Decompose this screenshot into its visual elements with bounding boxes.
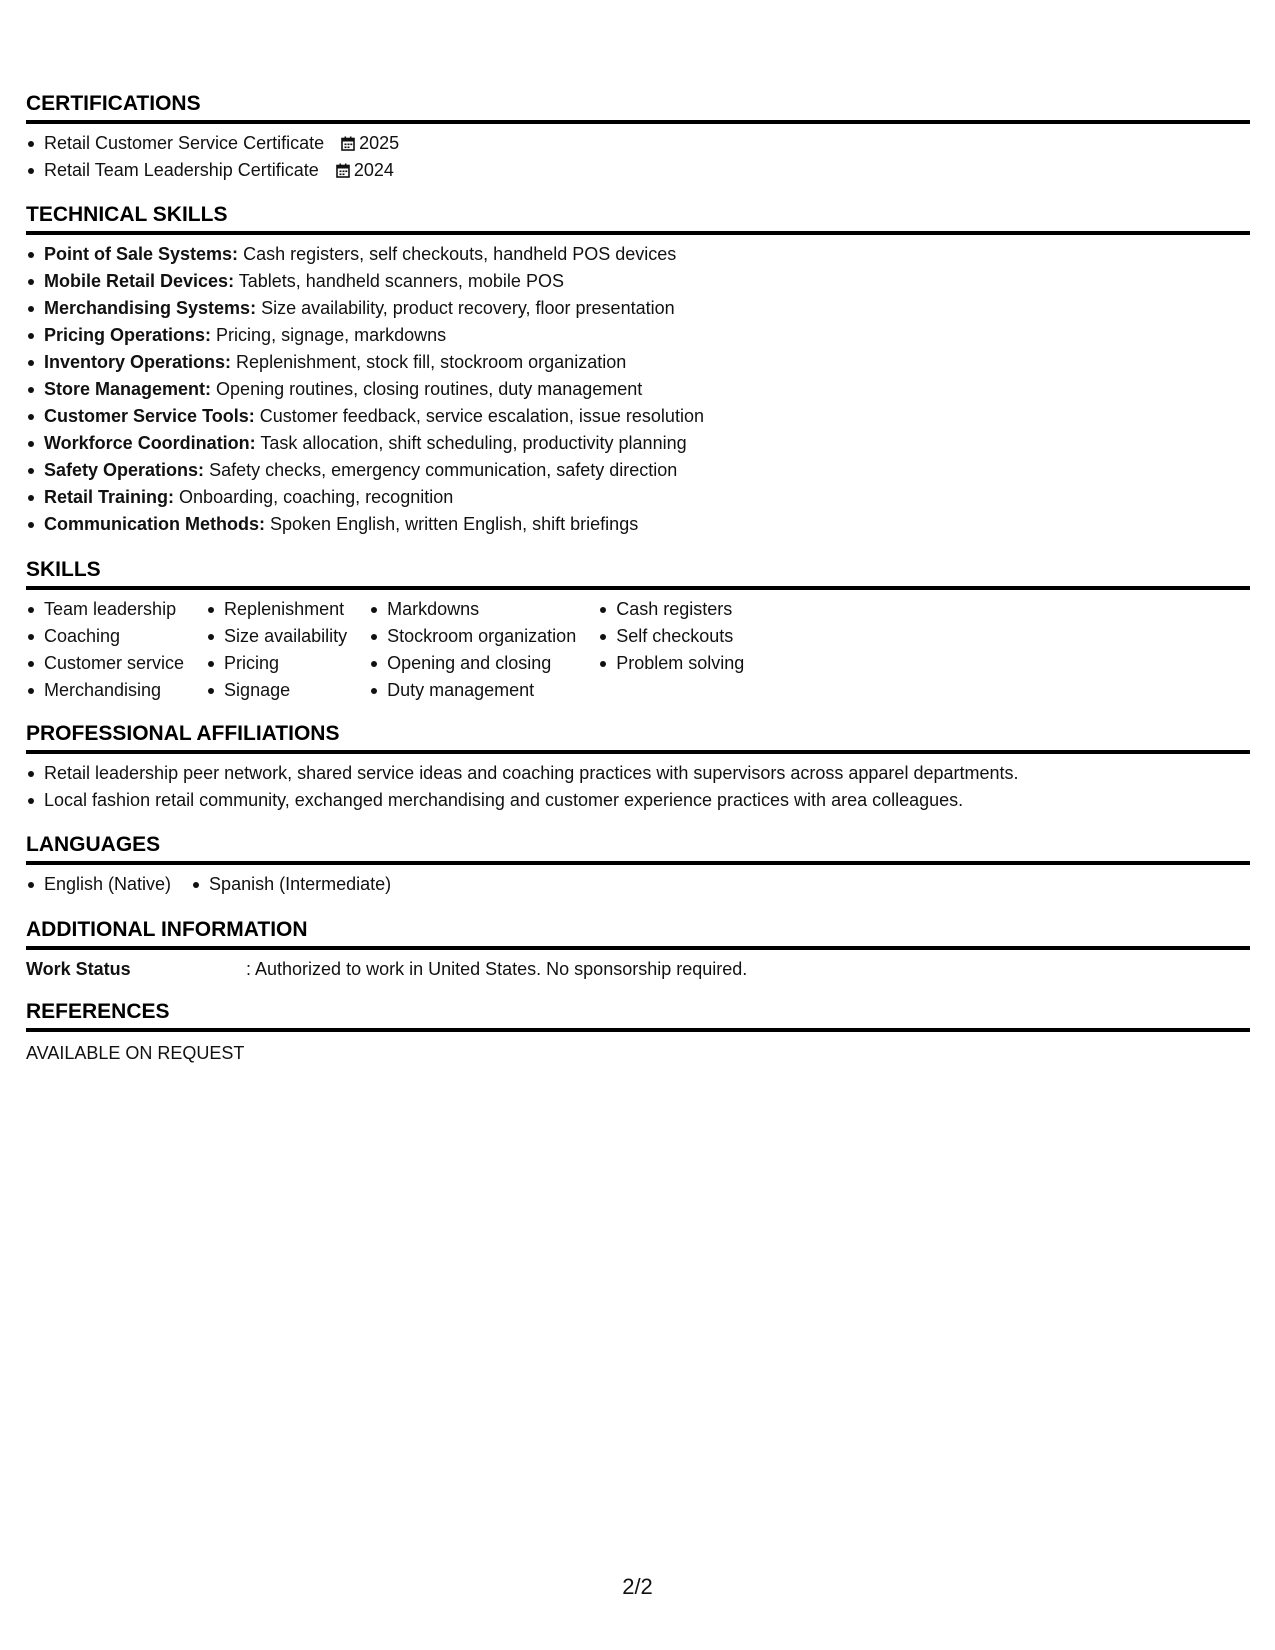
certification-year: 2025 — [359, 133, 400, 153]
skill-values: Pricing, signage, markdowns — [216, 325, 447, 345]
languages-list — [26, 865, 1250, 898]
calendar-icon — [336, 163, 350, 178]
list-item: Merchandising — [26, 677, 184, 704]
skill-category: Merchandising Systems: — [44, 298, 257, 318]
list-item: Markdowns — [369, 596, 576, 623]
work-status-value: : Authorized to work in United States. No sponsorship required. — [246, 959, 748, 979]
list-item — [26, 349, 1250, 376]
skill-values: Onboarding, coaching, recognition — [179, 487, 454, 507]
skills-grid — [26, 590, 1250, 704]
section-title-languages: LANGUAGES — [26, 833, 1250, 865]
technical-skills-section — [26, 203, 1250, 538]
skill-category: Store Management: — [44, 379, 212, 399]
list-item — [26, 157, 1250, 184]
skill-category: Safety Operations: — [44, 460, 205, 480]
list-item: Spanish (Intermediate) — [191, 871, 391, 898]
certifications-list — [26, 130, 1250, 184]
technical-skills-list — [26, 241, 1250, 538]
work-status-row — [26, 950, 1250, 983]
section-title-skills: SKILLS — [26, 558, 1250, 590]
list-item — [26, 484, 1250, 511]
list-item: Self checkouts — [598, 623, 744, 650]
list-item: Team leadership — [26, 596, 184, 623]
list-item: Replenishment — [206, 596, 347, 623]
skill-category: Retail Training: — [44, 487, 175, 507]
skill-category: Communication Methods: — [44, 514, 265, 534]
list-item — [26, 403, 1250, 430]
certifications-section — [26, 92, 1250, 184]
list-item: Stockroom organization — [369, 623, 576, 650]
certification-year: 2024 — [353, 160, 394, 180]
list-item: Customer service — [26, 650, 184, 677]
list-item: Size availability — [206, 623, 347, 650]
skill-values: Tablets, handheld scanners, mobile POS — [238, 271, 564, 291]
skill-values: Customer feedback, service escalation, issue resolution — [259, 406, 704, 426]
list-item: Signage — [206, 677, 347, 704]
languages-column — [191, 871, 391, 898]
skills-column — [598, 596, 744, 704]
skill-category: Inventory Operations: — [44, 352, 232, 372]
skills-column — [206, 596, 347, 704]
skill-category: Mobile Retail Devices: — [44, 271, 235, 291]
skill-values: Opening routines, closing routines, duty management — [216, 379, 643, 399]
calendar-icon — [341, 136, 355, 151]
skill-category: Workforce Coordination: — [44, 433, 256, 453]
list-item: English (Native) — [26, 871, 171, 898]
list-item: Opening and closing — [369, 650, 576, 677]
section-title-additional-info: ADDITIONAL INFORMATION — [26, 918, 1250, 950]
certification-name: Retail Team Leadership Certificate — [44, 160, 319, 180]
references-text: AVAILABLE ON REQUEST — [26, 1043, 245, 1063]
list-item — [26, 376, 1250, 403]
skill-values: Size availability, product recovery, floor presentation — [261, 298, 675, 318]
certification-name: Retail Customer Service Certificate — [44, 133, 325, 153]
skills-column — [26, 596, 184, 704]
list-item: Pricing — [206, 650, 347, 677]
skill-values: Replenishment, stock fill, stockroom organization — [236, 352, 627, 372]
skill-category: Customer Service Tools: — [44, 406, 255, 426]
languages-column — [26, 871, 171, 898]
list-item — [26, 457, 1250, 484]
page-number: 2/2 — [622, 1574, 653, 1599]
list-item: Retail leadership peer network, shared service ideas and coaching practices with supervisors across apparel departments. — [26, 760, 1250, 787]
list-item: Duty management — [369, 677, 576, 704]
references-section — [26, 1000, 1250, 1067]
section-title-affiliations: PROFESSIONAL AFFILIATIONS — [26, 722, 1250, 754]
skills-section — [26, 558, 1250, 704]
list-item — [26, 322, 1250, 349]
section-title-technical-skills: TECHNICAL SKILLS — [26, 203, 1250, 235]
list-item — [26, 430, 1250, 457]
languages-section — [26, 833, 1250, 898]
skill-category: Pricing Operations: — [44, 325, 212, 345]
list-item: Local fashion retail community, exchanged merchandising and customer experience practices with area colleagues. — [26, 787, 1250, 814]
skill-values: Safety checks, emergency communication, safety direction — [209, 460, 678, 480]
additional-info-section — [26, 918, 1250, 983]
skill-category: Point of Sale Systems: — [44, 244, 239, 264]
affiliations-section — [26, 722, 1250, 814]
section-title-references: REFERENCES — [26, 1000, 1250, 1032]
list-item — [26, 268, 1250, 295]
list-item: Cash registers — [598, 596, 744, 623]
skill-values: Cash registers, self checkouts, handheld POS devices — [243, 244, 677, 264]
list-item — [26, 241, 1250, 268]
list-item — [26, 295, 1250, 322]
list-item — [26, 130, 1250, 157]
list-item: Coaching — [26, 623, 184, 650]
skills-column — [369, 596, 576, 704]
skill-values: Spoken English, written English, shift briefings — [270, 514, 639, 534]
skill-values: Task allocation, shift scheduling, productivity planning — [260, 433, 687, 453]
work-status-label: Work Status — [26, 959, 131, 979]
affiliations-list — [26, 760, 1250, 814]
section-title-certifications: CERTIFICATIONS — [26, 92, 1250, 124]
list-item — [26, 511, 1250, 538]
list-item: Problem solving — [598, 650, 744, 677]
